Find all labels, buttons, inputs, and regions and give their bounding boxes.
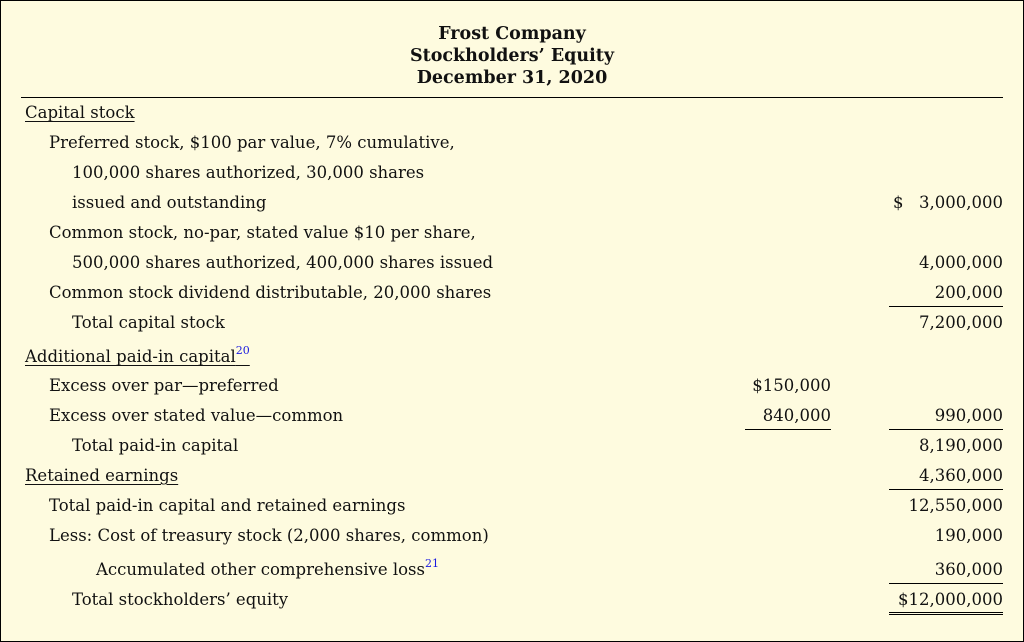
aocl-label	[96, 555, 439, 585]
total-paid-in-label: Total paid-in capital	[72, 436, 239, 455]
dividend-row	[1, 278, 1023, 308]
retained-earnings-row	[1, 461, 1023, 491]
treasury-row	[1, 521, 1023, 551]
total-capital-stock-amount: 7,200,000	[919, 313, 1003, 332]
common-row-2	[1, 248, 1023, 278]
common-description-line1: Common stock, no-par, stated value $10 per share,	[49, 223, 476, 242]
preferred-description-line2: 100,000 shares authorized, 30,000 shares	[72, 163, 425, 182]
total-equity-amount: $12,000,000	[889, 585, 1003, 615]
footnote-21-link[interactable]: 21	[424, 557, 439, 570]
dividend-amount: 200,000	[889, 278, 1003, 307]
total-paid-in-retained-amount: 12,550,000	[908, 496, 1003, 515]
common-description-line2: 500,000 shares authorized, 400,000 shares issued	[72, 253, 494, 272]
statement-date: December 31, 2020	[416, 68, 608, 88]
excess-common-amount: 840,000	[745, 401, 831, 430]
common-amount: 4,000,000	[919, 253, 1003, 272]
apic-heading-text: Additional paid-in capital	[25, 347, 236, 366]
apic-heading	[25, 342, 250, 372]
preferred-description-line1: Preferred stock, $100 par value, 7% cumulative,	[49, 133, 455, 152]
total-paid-in-retained-row	[1, 491, 1023, 521]
total-paid-in-retained-label: Total paid-in capital and retained earnings	[49, 496, 406, 515]
apic-heading-row	[1, 342, 1023, 372]
aocl-label-text: Accumulated other comprehensive loss	[96, 560, 425, 579]
excess-common-label: Excess over stated value—common	[49, 406, 344, 425]
treasury-label: Less: Cost of treasury stock (2,000 shares, common)	[49, 526, 489, 545]
retained-earnings-amount: 4,360,000	[889, 461, 1003, 490]
aocl-amount: 360,000	[889, 555, 1003, 584]
dividend-label: Common stock dividend distributable, 20,000 shares	[49, 283, 492, 302]
total-paid-in-amount: 8,190,000	[919, 436, 1003, 455]
total-capital-stock-label: Total capital stock	[72, 313, 225, 332]
excess-common-row	[1, 401, 1023, 431]
preferred-row-3	[1, 188, 1023, 218]
capital-stock-heading-row	[1, 98, 1023, 128]
excess-pref-label: Excess over par—preferred	[49, 376, 279, 395]
common-row-1	[1, 218, 1023, 248]
excess-pref-amount: $150,000	[752, 376, 831, 395]
preferred-amount: 3,000,000	[919, 193, 1003, 212]
total-equity-row	[1, 585, 1023, 615]
preferred-description-line3: issued and outstanding	[72, 193, 267, 212]
total-capital-stock-row	[1, 308, 1023, 338]
footnote-20-link[interactable]: 20	[235, 344, 250, 357]
capital-stock-heading: Capital stock	[25, 103, 135, 122]
treasury-amount: 190,000	[934, 526, 1003, 545]
excess-pref-row	[1, 371, 1023, 401]
total-paid-in-row	[1, 431, 1023, 461]
aocl-row	[1, 555, 1023, 585]
statement-title: Stockholders’ Equity	[409, 46, 615, 66]
statement-header	[1, 23, 1023, 89]
preferred-row-2	[1, 158, 1023, 188]
preferred-dollar-sign: $	[893, 193, 904, 212]
apic-total-amount: 990,000	[889, 401, 1003, 430]
preferred-row-1	[1, 128, 1023, 158]
total-equity-label: Total stockholders’ equity	[72, 590, 289, 609]
retained-earnings-heading: Retained earnings	[25, 466, 179, 485]
company-name: Frost Company	[438, 24, 586, 44]
